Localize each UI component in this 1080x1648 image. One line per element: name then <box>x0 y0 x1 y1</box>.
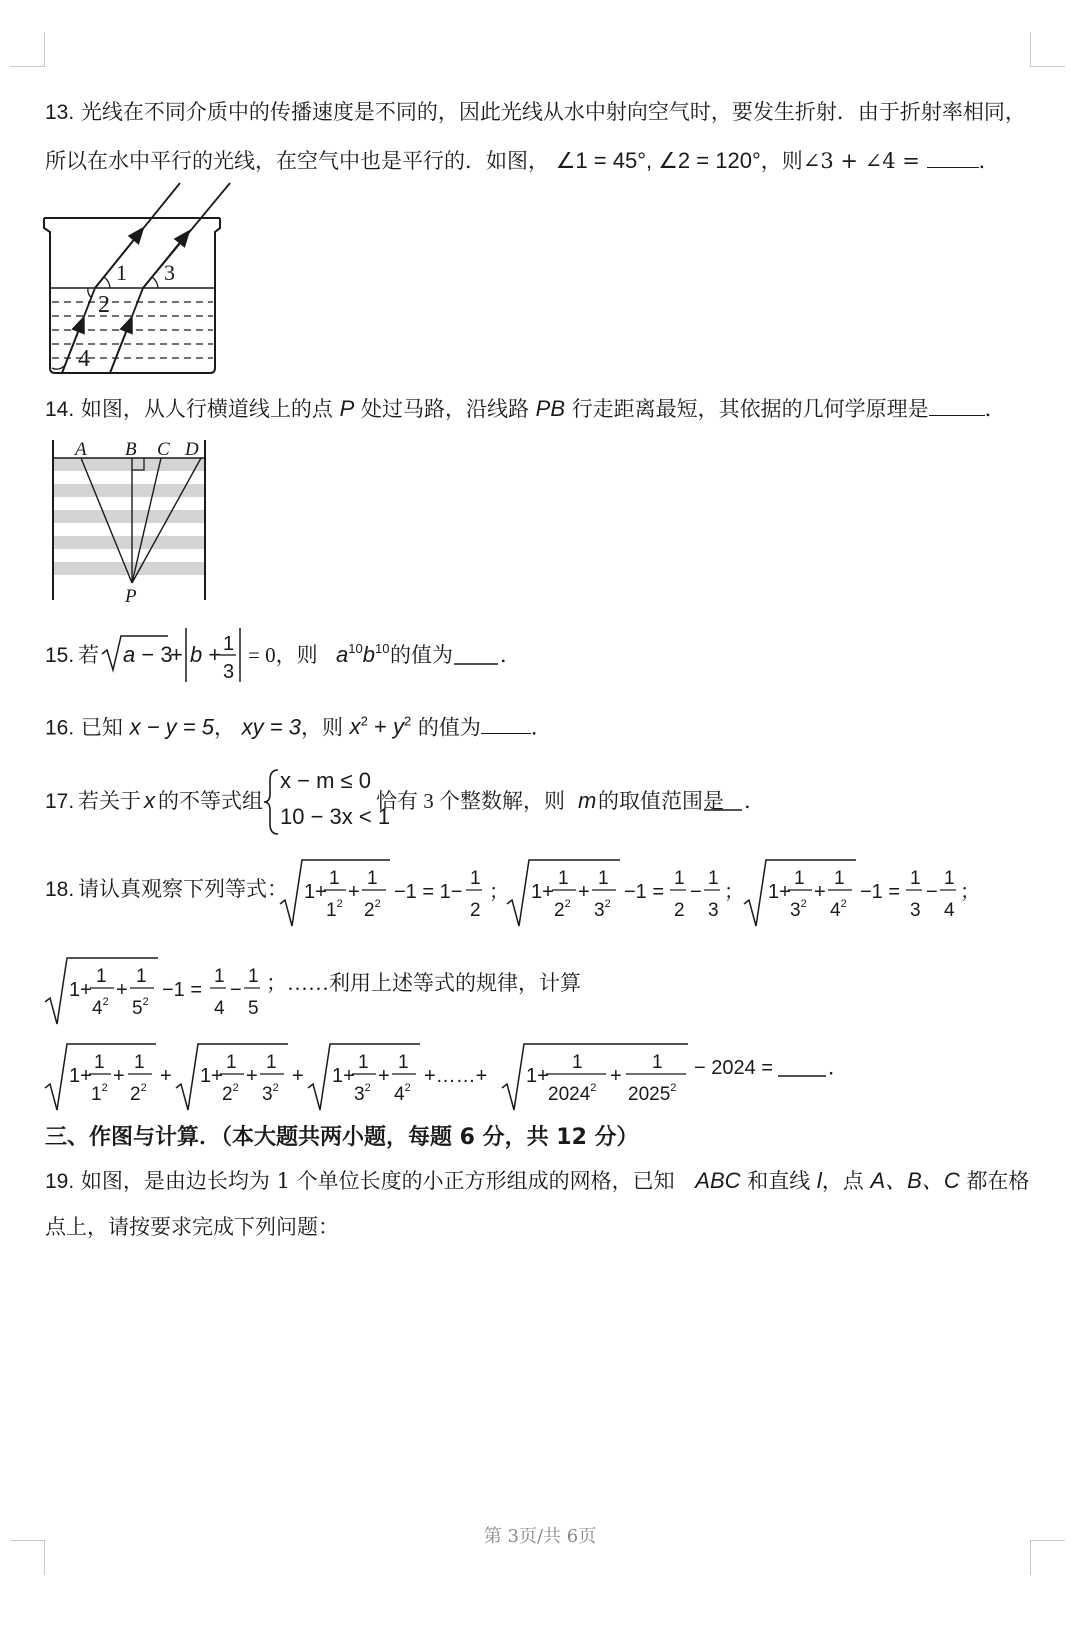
svg-text:1: 1 <box>214 966 225 987</box>
svg-text:+: + <box>378 1065 390 1087</box>
q18-equation-2 <box>507 860 744 926</box>
svg-text:+: + <box>814 881 826 903</box>
svg-text:1: 1 <box>226 1052 237 1073</box>
svg-text:+: + <box>113 1065 125 1087</box>
svg-text:22: $2^2$ <box>364 898 381 921</box>
svg-text:5: 5 <box>248 998 259 1019</box>
svg-text:1+: 1+ <box>200 1065 223 1087</box>
q17-mid: 的不等式组 <box>158 789 263 813</box>
svg-text:；: ； <box>960 881 980 903</box>
svg-text:12: $1^2$ <box>326 898 343 921</box>
svg-text:32: $3^2$ <box>790 898 807 921</box>
svg-text:；: ； <box>489 881 509 903</box>
q15-number: 15. <box>45 644 75 667</box>
q13-fig-label-2: 2 <box>98 292 110 318</box>
q17-number: 17. <box>45 790 75 813</box>
q16-end: ． <box>530 715 552 740</box>
q14-line <box>45 394 1006 425</box>
q16-eq1: x − y = 5 <box>129 714 214 740</box>
section-3-heading: 三、作图与计算．（本大题共两小题，每题 6 分，共 12 分） <box>45 1125 639 1150</box>
svg-text:42: $4^2$ <box>92 996 109 1019</box>
q19-triangle-abc: ABC <box>695 1168 741 1193</box>
q18-sum-term-3 <box>308 1044 420 1110</box>
q16-number: 16. <box>45 716 75 740</box>
q13-condition: ∠1 = 45°, ∠2 = 120° <box>555 148 761 173</box>
q17-post-a: 恰有 3 个整数解，则 <box>376 789 565 813</box>
svg-text:1+: 1+ <box>526 1065 549 1087</box>
svg-text:1: 1 <box>266 1052 277 1073</box>
q17-pre: 若关于 <box>78 789 141 813</box>
q18-sum-term-last <box>502 1044 688 1110</box>
svg-text:2: 2 <box>674 900 685 921</box>
q16-pre: 已知 <box>80 715 123 740</box>
q18-pre: 请认真观察下列等式： <box>78 877 288 901</box>
q19-line1 <box>45 1166 1029 1197</box>
q18-sum-term-2 <box>176 1044 288 1110</box>
svg-text:+: + <box>578 881 590 903</box>
q18-continue: ；……利用上述等式的规律，计算 <box>266 971 581 995</box>
svg-text:+: + <box>116 979 128 1001</box>
svg-text:32: $3^2$ <box>594 898 611 921</box>
svg-text:；: ； <box>724 881 744 903</box>
q19-number: 19. <box>45 1170 75 1193</box>
q15-line <box>40 620 600 690</box>
svg-text:1: 1 <box>652 1052 663 1073</box>
svg-text:+: + <box>160 1065 172 1087</box>
q18-equation-4 <box>45 958 260 1024</box>
page-footer: 第 3页/共 6页 <box>483 1526 597 1547</box>
q15-end: ． <box>500 643 521 667</box>
q14-segment-pb: PB <box>535 396 565 421</box>
svg-text:20242: 2024$^2$ <box>548 1082 597 1105</box>
q13-line1 <box>45 97 1026 128</box>
svg-text:12: $1^2$ <box>91 1082 108 1105</box>
q14-fig-label-d: D <box>185 440 199 460</box>
svg-text:1: 1 <box>248 966 259 987</box>
q13-ask: ，则∠3 + ∠4 = <box>760 149 920 173</box>
q18-sum-term-1 <box>45 1044 156 1110</box>
q15-sqrt-content: a − 3 <box>123 642 173 667</box>
crop-mark-top-left <box>10 32 45 67</box>
q13-number: 13. <box>45 101 75 124</box>
q19-points: A、B、C <box>870 1168 960 1193</box>
q19-text-c: ，点 <box>821 1169 864 1193</box>
svg-text:1: 1 <box>558 868 569 889</box>
q17-ineq1: x − m ≤ 0 <box>280 768 371 793</box>
q16-answer-blank[interactable] <box>481 715 531 734</box>
svg-text:−: − <box>926 881 938 903</box>
svg-text:+: + <box>610 1065 622 1087</box>
q13-text-line2: 所以在水中平行的光线，在空气中也是平行的．如图， <box>45 149 549 173</box>
svg-text:4: 4 <box>944 900 955 921</box>
q14-end: ． <box>984 397 1006 421</box>
q19-line2 <box>45 1212 339 1242</box>
q15-plus: + <box>170 642 183 667</box>
q13-text-line1: 光线在不同介质中的传播速度是不同的，因此光线从水中射向空气时，要发生折射．由于折射率相同， <box>80 100 1026 124</box>
q14-fig-label-p: P <box>125 586 137 607</box>
svg-text:1: 1 <box>94 1052 105 1073</box>
q17-x: x <box>144 788 155 813</box>
svg-text:−1 = 1−: −1 = 1− <box>394 881 463 903</box>
q16-mid: ，则 <box>300 715 343 740</box>
q17-m: m <box>578 788 597 813</box>
svg-text:+……+: +……+ <box>424 1065 488 1087</box>
svg-text:22: $2^2$ <box>130 1082 147 1105</box>
q18-end: ． <box>828 1057 848 1079</box>
q13-fig-label-4: 4 <box>78 346 90 372</box>
q15-expr: $a^{10}b^{10}$ <box>336 641 390 667</box>
svg-text:−1 =: −1 = <box>624 881 665 903</box>
svg-text:−: − <box>690 881 702 903</box>
q13-end: ． <box>978 149 1000 173</box>
q19-text-line2: 点上，请按要求完成下列问题： <box>45 1215 339 1239</box>
svg-text:4: 4 <box>214 998 225 1019</box>
q14-fig-label-c: C <box>157 440 170 460</box>
svg-text:1: 1 <box>136 966 147 987</box>
svg-text:1: 1 <box>358 1052 369 1073</box>
svg-text:1: 1 <box>367 868 378 889</box>
q14-figure-crosswalk <box>48 440 218 610</box>
q19-text-b: 和直线 <box>747 1169 811 1193</box>
svg-text:1: 1 <box>910 868 921 889</box>
q13-fig-label-3: 3 <box>164 260 175 285</box>
svg-text:−1 =: −1 = <box>162 979 203 1001</box>
q16-eq2: xy = 3 <box>241 714 301 740</box>
q16-expr: $x^2 + y^2$ <box>349 714 412 740</box>
q14-number: 14. <box>45 398 75 421</box>
q13-figure-beaker <box>40 180 280 395</box>
q15-post: 的值为 <box>390 643 453 667</box>
q16-line: 16. 已知 x − y = 5， xy = 3，则 $x^2 + y^2$ 的值为 ． <box>45 714 552 740</box>
svg-text:1+: 1+ <box>69 979 92 1001</box>
svg-text:1: 1 <box>708 868 719 889</box>
q19-text-a: 如图，是由边长均为 1 个单位长度的小正方形组成的网格，已知 <box>80 1169 675 1193</box>
svg-text:42: $4^2$ <box>830 898 847 921</box>
svg-text:1: 1 <box>834 868 845 889</box>
q18-equation-3 <box>744 860 980 926</box>
q18-number: 18. <box>45 878 75 901</box>
svg-text:42: $4^2$ <box>394 1082 411 1105</box>
svg-text:+: + <box>246 1065 258 1087</box>
svg-text:20252: 2025$^2$ <box>628 1082 677 1105</box>
q16-post: 的值为 <box>417 715 481 740</box>
q14-text-b: 处过马路，沿线路 <box>360 397 529 421</box>
q14-fig-label-b: B <box>125 440 137 460</box>
svg-text:32: $3^2$ <box>262 1082 279 1105</box>
q15-mid: = 0，则 <box>248 643 318 667</box>
q15-abs-content: b + <box>190 642 222 667</box>
svg-text:22: $2^2$ <box>554 898 571 921</box>
svg-text:+: + <box>292 1065 304 1087</box>
q18-tail: − 2024 = <box>694 1057 773 1079</box>
q13-line2 <box>45 146 1000 176</box>
q17-post-b: 的取值范围是 <box>598 789 724 813</box>
q17-end: ． <box>744 789 765 813</box>
q19-text-d: 都在格 <box>966 1169 1030 1193</box>
q14-fig-label-a: A <box>75 440 87 460</box>
q14-text-a: 如图，从人行横道线上的点 <box>80 397 333 421</box>
q18-line2 <box>40 948 660 1032</box>
svg-text:1+: 1+ <box>531 881 554 903</box>
svg-text:1+: 1+ <box>304 881 327 903</box>
svg-text:1: 1 <box>134 1052 145 1073</box>
crop-mark-top-right <box>1030 32 1065 67</box>
svg-text:1+: 1+ <box>332 1065 355 1087</box>
q14-point-p: P <box>339 396 355 421</box>
q15-frac-den: 3 <box>223 661 235 683</box>
svg-text:22: $2^2$ <box>222 1082 239 1105</box>
svg-text:−: − <box>230 979 242 1001</box>
q18-line3 <box>40 1034 1040 1118</box>
q14-answer-blank[interactable] <box>929 397 985 416</box>
q18-line1 <box>40 850 1040 934</box>
q17-line <box>40 762 800 842</box>
svg-text:3: 3 <box>910 900 921 921</box>
q17-ineq2: 10 − 3x < 1 <box>280 804 391 829</box>
svg-text:1+: 1+ <box>768 881 791 903</box>
q13-answer-blank[interactable] <box>927 149 979 168</box>
svg-text:1: 1 <box>944 868 955 889</box>
q15-pre: 若 <box>78 643 99 667</box>
svg-text:1+: 1+ <box>69 1065 92 1087</box>
svg-text:1: 1 <box>470 868 481 889</box>
svg-text:1: 1 <box>329 868 340 889</box>
q18-equation-1 <box>280 860 509 926</box>
q14-text-c: 行走距离最短，其依据的几何学原理是 <box>571 397 929 421</box>
svg-text:52: $5^2$ <box>132 996 149 1019</box>
svg-text:2: 2 <box>470 900 481 921</box>
q15-frac-num: 1 <box>223 633 235 655</box>
svg-text:3: 3 <box>708 900 719 921</box>
svg-text:1: 1 <box>398 1052 409 1073</box>
svg-text:1: 1 <box>598 868 609 889</box>
svg-text:1: 1 <box>96 966 107 987</box>
svg-text:1: 1 <box>794 868 805 889</box>
svg-text:1: 1 <box>674 868 685 889</box>
svg-text:+: + <box>348 881 360 903</box>
q13-fig-label-1: 1 <box>116 260 127 285</box>
svg-text:1: 1 <box>572 1052 583 1073</box>
svg-text:−1 =: −1 = <box>860 881 901 903</box>
q19-line-l: l <box>816 1168 822 1193</box>
svg-text:32: $3^2$ <box>354 1082 371 1105</box>
